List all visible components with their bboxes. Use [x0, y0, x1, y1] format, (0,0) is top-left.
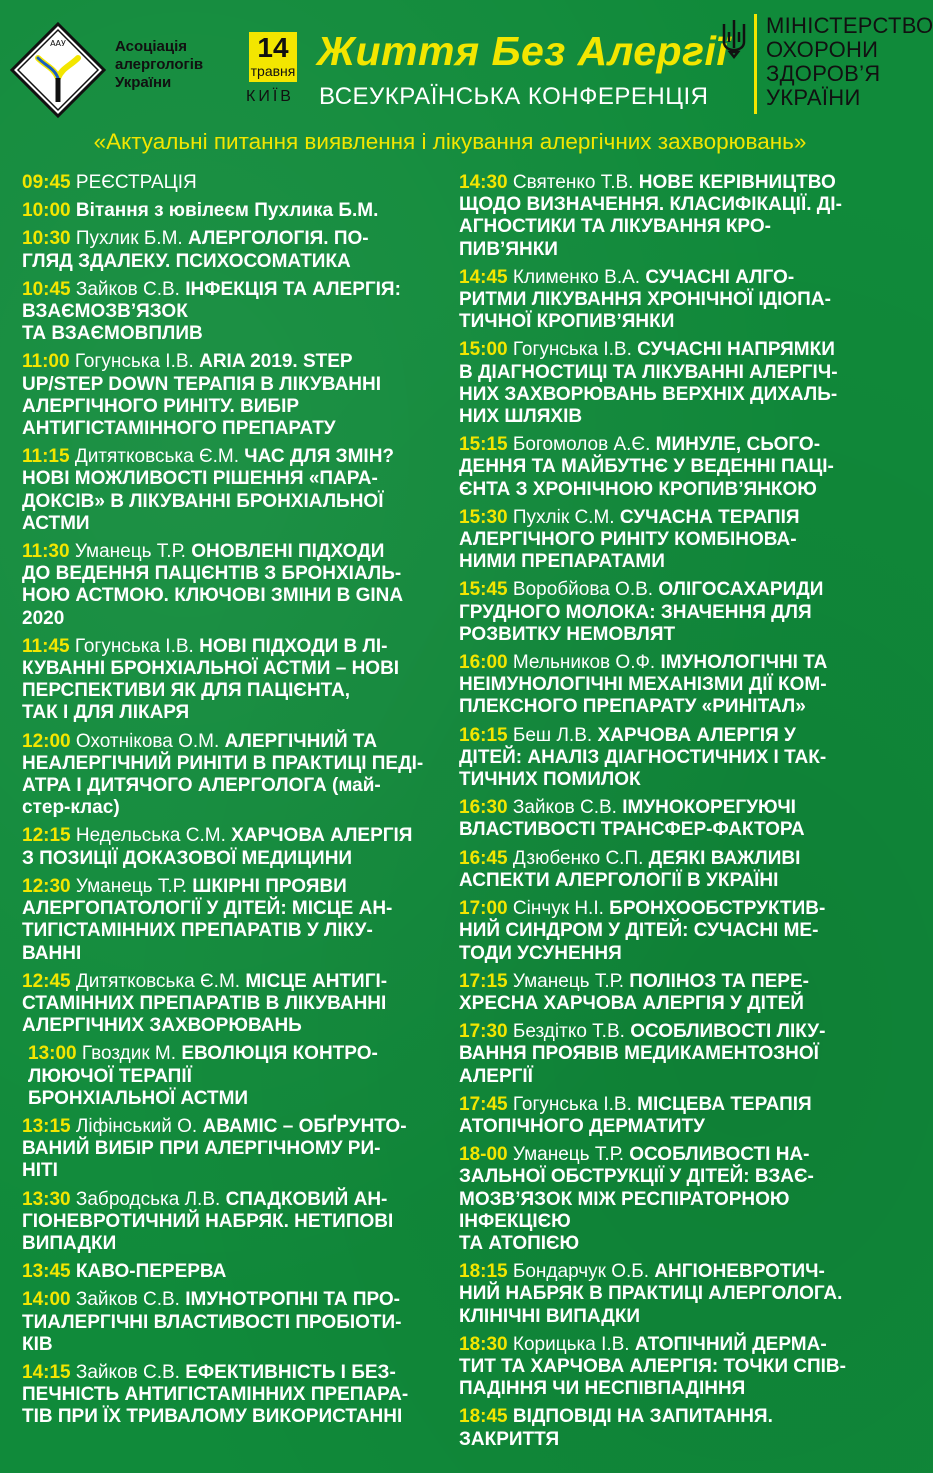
date-day: 14	[257, 32, 289, 63]
program-time: 12:15	[22, 825, 71, 847]
program-item	[459, 267, 889, 334]
program-title-line: АЛЕРГІЧНИЙ ТА	[224, 730, 378, 752]
program-title-line: НИХ ЗАХВОРЮВАНЬ ВЕРХНІХ ДИХАЛЬ-	[459, 383, 838, 405]
program-title-line: СПАДКОВИЙ АН-	[225, 1188, 388, 1210]
program-time: 15:15	[459, 434, 508, 456]
program-title-line: РИТМИ ЛІКУВАННЯ ХРОНІЧНОЇ ІДІОПА-	[459, 289, 831, 311]
program-speaker: Воробйова О.В.	[512, 579, 654, 601]
program-speaker: Богомолов А.Є.	[512, 434, 651, 456]
program-time: 14:45	[459, 266, 508, 288]
program-title-line: АЛЕРГІЧНИХ ЗАХВОРЮВАНЬ	[22, 1015, 302, 1037]
program-title-line: ОСОБЛИВОСТІ НА-	[629, 1144, 810, 1166]
program-item	[459, 1094, 889, 1138]
program-title-line: ШКІРНІ ПРОЯВИ	[192, 875, 347, 897]
program-title-line: НІТІ	[22, 1160, 58, 1182]
program-title-line: UP/STEP DOWN ТЕРАПІЯ В ЛІКУВАННІ	[22, 373, 382, 395]
program-item	[459, 172, 889, 261]
program-speaker: Пухлик Б.М.	[75, 228, 183, 250]
program-title-line: ЗАКРИТТЯ	[459, 1428, 560, 1450]
program-time: 11:00	[22, 351, 70, 373]
program-title-line: ХАРЧОВА АЛЕРГІЯ	[231, 825, 413, 847]
program-item	[22, 1043, 442, 1110]
program-item	[22, 876, 442, 965]
ministry-name: МІНІСТЕРСТВО ОХОРОНИ ЗДОРОВ’Я УКРАЇНИ	[766, 13, 933, 110]
program-item	[22, 1289, 442, 1356]
program-item	[22, 279, 442, 346]
program-time: 17:15	[459, 970, 508, 992]
program-title-line: НЕАЛЕРГІЧНИЙ РИНІТИ В ПРАКТИЦІ ПЕДІ-	[22, 752, 424, 774]
program-title-line: ІМУНОЛОГІЧНІ ТА	[660, 652, 828, 674]
program-speaker: Уманець Т.Р.	[512, 970, 624, 992]
program-title-line: ВАНИЙ ВИБІР ПРИ АЛЕРГІЧНОМУ РИ-	[22, 1138, 381, 1160]
program-title-line: БРОНХІАЛЬНОЇ АСТМИ	[28, 1087, 249, 1109]
program-title-line: АГНОСТИКИ ТА ЛІКУВАННЯ КРО-	[459, 216, 771, 238]
program-title-line: АЛЕРГІЧНОГО РИНІТУ КОМБІНОВА-	[459, 529, 797, 551]
program-title-line: ДЕЯКІ ВАЖЛИВІ	[648, 847, 801, 869]
program-title-line: ПИВ’ЯНКИ	[459, 238, 558, 260]
program-time: 10:00	[22, 200, 71, 222]
program-item	[22, 541, 442, 630]
program-title-line: ВАННЯ ПРОЯВІВ МЕДИКАМЕНТОЗНОЇ	[459, 1043, 819, 1065]
program-title-line: ЕФЕКТИВНІСТЬ І БЕЗ-	[185, 1361, 396, 1383]
program-title-line: ТА АТОПІЄЮ	[459, 1232, 580, 1254]
program-item	[22, 636, 442, 725]
program-title-line: ОЛІГОСАХАРИДИ	[658, 579, 824, 601]
program-item	[22, 228, 442, 272]
program-title-line: НОВІ ПІДХОДИ В ЛІ-	[199, 635, 388, 657]
program-item	[459, 898, 889, 965]
program-item	[22, 200, 442, 222]
program-title-line: НИМИ ПРЕПАРАТАМИ	[459, 551, 665, 573]
association-name: Асоціація алергологів України	[115, 38, 204, 91]
program-title-line: НИЙ СИНДРОМ У ДІТЕЙ: СУЧАСНІ МЕ-	[459, 920, 819, 942]
program-speaker: Гогунська І.В.	[74, 635, 194, 657]
program-time: 18-00	[459, 1144, 508, 1166]
program-speaker: Дзюбенко С.П.	[512, 847, 644, 869]
program-item	[22, 1116, 442, 1183]
program-item	[459, 971, 889, 1015]
program-item	[459, 848, 889, 892]
program-title-line: Вітання з ювілеєм Пухлика Б.М.	[75, 200, 379, 222]
program-time: 12:00	[22, 730, 71, 752]
program-time: 17:30	[459, 1021, 508, 1043]
program-title-line: ТИАЛЕРГІЧНІ ВЛАСТИВОСТІ ПРОБІОТИ-	[22, 1311, 402, 1333]
program-speaker: Зайков С.В.	[75, 278, 180, 300]
program-title-line: АЛЕРГОЛОГІЯ. ПО-	[187, 228, 369, 250]
program-title-line: АЛЕРГІЇ	[459, 1065, 533, 1087]
program-item	[22, 1189, 442, 1256]
program-speaker: Ліфінський О.	[75, 1115, 198, 1137]
svg-text:ААУ: ААУ	[50, 39, 66, 48]
program-title-line: СУЧАСНА ТЕРАПІЯ	[619, 506, 800, 528]
program-item	[459, 652, 889, 719]
program-title-line: ІНФЕКЦІЯ ТА АЛЕРГІЯ:	[185, 278, 401, 300]
program-speaker: Гогунська І.В.	[512, 339, 632, 361]
program-title-line: ІМУНОТРОПНІ ТА ПРО-	[185, 1289, 401, 1311]
program-speaker: Корицька І.В.	[512, 1333, 630, 1355]
program-title-line: стер-клас)	[22, 797, 120, 819]
program-title-line: ГРУДНОГО МОЛОКА: ЗНАЧЕННЯ ДЛЯ	[459, 601, 812, 623]
program-title-line: НИХ ШЛЯХІВ	[459, 406, 583, 428]
program-title-line: ЩОДО ВИЗНАЧЕННЯ. КЛАСИФІКАЦІЇ. ДІ-	[459, 194, 842, 216]
program-title-line: ДОКСІВ» В ЛІКУВАННІ БРОНХІАЛЬНОЇ	[22, 490, 384, 512]
program-title-line: ЛЮЮЧОЇ ТЕРАПІЇ	[28, 1065, 192, 1087]
program-title-line: ARIA 2019. STEP	[199, 351, 353, 373]
program-title-line: АТОПІЧНИЙ ДЕРМА-	[634, 1333, 827, 1355]
program-speaker: Беш Л.В.	[512, 724, 593, 746]
program-item	[22, 351, 442, 440]
program-speaker: РЕЄСТРАЦІЯ	[75, 172, 197, 193]
program-title-line: СУЧАСНІ НАПРЯМКИ	[637, 339, 835, 361]
program-title-line: ХРЕСНА ХАРЧОВА АЛЕРГІЯ У ДІТЕЙ	[459, 992, 804, 1014]
program-title-line: АСПЕКТИ АЛЕРГОЛОГІЇ В УКРАЇНІ	[459, 869, 779, 891]
program-time: 12:45	[22, 970, 71, 992]
program-time: 16:00	[459, 652, 508, 674]
program-title-line: ГІОНЕВРОТИЧНИЙ НАБРЯК. НЕТИПОВІ	[22, 1210, 394, 1232]
program-time: 15:45	[459, 579, 508, 601]
program-title-line: ОСОБЛИВОСТІ ЛІКУ-	[630, 1021, 826, 1043]
program-title-line: АТРА І ДИТЯЧОГО АЛЕРГОЛОГА (май-	[22, 775, 381, 797]
program-title-line: НОВІ МОЖЛИВОСТІ РІШЕННЯ «ПАРА-	[22, 468, 378, 490]
program-speaker: Уманець Т.Р.	[75, 875, 187, 897]
program-title-line: АЛЕРГІЧНОГО РИНІТУ. ВИБІР	[22, 395, 300, 417]
program-item	[459, 434, 889, 501]
program-speaker: Уманець Т.Р.	[512, 1144, 624, 1166]
program-title-line: В ДІАГНОСТИЦІ ТА ЛІКУВАННІ АЛЕРГІЧ-	[459, 361, 838, 383]
program-title-line: ТІВ ПРИ ЇХ ТРИВАЛОМУ ВИКОРИСТАННІ	[22, 1406, 403, 1428]
program-speaker: Забродська Л.В.	[75, 1188, 221, 1210]
program-speaker: Пухлік С.М.	[512, 506, 615, 528]
program-title-line: ДО ВЕДЕННЯ ПАЦІЄНТІВ З БРОНХІАЛЬ-	[22, 563, 402, 585]
conference-theme: «Актуальні питання виявлення і лікування алергічних захворювань»	[93, 129, 807, 154]
program-item	[22, 971, 442, 1038]
program-title-line: ВИПАДКИ	[22, 1232, 117, 1254]
program-left-column	[22, 172, 442, 1435]
program-title-line: ПОЛІНОЗ ТА ПЕРЕ-	[629, 970, 809, 992]
program-item	[459, 725, 889, 792]
program-title-line: ІМУНОКОРЕГУЮЧІ	[622, 797, 796, 819]
program-time: 17:00	[459, 898, 508, 920]
program-time: 18:15	[459, 1261, 508, 1283]
program-speaker: Недельська С.М.	[75, 825, 226, 847]
program-item	[22, 1261, 442, 1283]
program-speaker: Зайков С.В.	[512, 797, 617, 819]
program-speaker: Клименко В.А.	[512, 266, 641, 288]
program-title-line: КЛІНІЧНІ ВИПАДКИ	[459, 1305, 641, 1327]
trident-icon	[720, 18, 748, 58]
program-title-line: ТИЧНИХ ПОМИЛОК	[459, 769, 641, 791]
program-time: 15:30	[459, 506, 508, 528]
program-item	[459, 507, 889, 574]
program-time: 13:00	[28, 1043, 77, 1065]
program-item	[459, 1144, 889, 1255]
program-speaker: Бондарчук О.Б.	[512, 1261, 650, 1283]
program-speaker: Уманець Т.Р.	[74, 541, 186, 563]
program-title-line: ЕВОЛЮЦІЯ КОНТРО-	[181, 1043, 378, 1065]
program-time: 13:45	[22, 1261, 71, 1283]
program-title-line: ДІТЕЙ: АНАЛІЗ ДІАГНОСТИЧНИХ І ТАК-	[459, 746, 827, 768]
program-speaker: Сінчук Н.І.	[512, 898, 604, 920]
conference-title: Життя Без Алергії	[317, 28, 729, 74]
program-time: 15:00	[459, 339, 508, 361]
program-title-line: МОЗВ’ЯЗОК МІЖ РЕСПІРАТОРНОЮ	[459, 1188, 790, 1210]
program-title-line: ПЕЧНІСТЬ АНТИГІСТАМІННИХ ПРЕПАРА-	[22, 1384, 409, 1406]
divider	[754, 14, 757, 114]
program-title-line: ЗАЛЬНОЇ ОБСТРУКЦІЇ У ДІТЕЙ: ВЗАЄ-	[459, 1166, 814, 1188]
program-time: 11:30	[22, 541, 70, 563]
program-time: 17:45	[459, 1093, 508, 1115]
program-time: 18:45	[459, 1406, 508, 1428]
program-title-line: НОЮ АСТМОЮ. КЛЮЧОВІ ЗМІНИ В GINA	[22, 585, 404, 607]
program-speaker: Гогунська І.В.	[512, 1093, 632, 1115]
program-title-line: ЄНТА З ХРОНІЧНОЮ КРОПИВ’ЯНКОЮ	[459, 478, 817, 500]
city: КИЇВ	[246, 88, 294, 105]
program-title-line: КАВО-ПЕРЕРВА	[75, 1261, 227, 1283]
association-logo-icon	[10, 22, 106, 118]
program-time: 09:45	[22, 172, 71, 193]
program-title-line: МІСЦЕВА ТЕРАПІЯ	[637, 1093, 812, 1115]
program-title-line: МИНУЛЕ, СЬОГО-	[655, 434, 821, 456]
program-title-line: НОВЕ КЕРІВНИЦТВО	[638, 172, 836, 193]
program-time: 11:15	[22, 446, 70, 468]
program-title-line: ВІДПОВІДІ НА ЗАПИТАННЯ.	[512, 1406, 773, 1428]
program-time: 10:45	[22, 278, 71, 300]
program-item	[459, 339, 889, 428]
program-time: 14:00	[22, 1289, 71, 1311]
program-speaker: Дитятковська Є.М.	[74, 446, 239, 468]
program-right-column	[459, 172, 889, 1457]
program-title-line: ХАРЧОВА АЛЕРГІЯ У	[597, 724, 796, 746]
program-item	[459, 1021, 889, 1088]
program-title-line: ВЗАЄМОЗВ’ЯЗОК	[22, 301, 188, 323]
program-title-line: ТОДИ УСУНЕННЯ	[459, 942, 622, 964]
program-time: 14:15	[22, 1361, 71, 1383]
program-title-line: ТИЧНОЇ КРОПИВ’ЯНКИ	[459, 311, 675, 333]
program-title-line: БРОНХООБСТРУКТИВ-	[609, 898, 826, 920]
program-title-line: АЛЕРГОПАТОЛОГІЇ У ДІТЕЙ: МІСЦЕ АН-	[22, 898, 393, 920]
program-title-line: АСТМИ	[22, 512, 90, 534]
program-title-line: АВАМІС – ОБҐРУНТО-	[202, 1115, 407, 1137]
header	[0, 0, 933, 125]
program-speaker: Охотнікова О.М.	[75, 730, 220, 752]
program-item	[22, 446, 442, 535]
program-time: 13:30	[22, 1188, 71, 1210]
program-time: 11:45	[22, 635, 70, 657]
program-title-line: НИЙ НАБРЯК В ПРАКТИЦІ АЛЕРГОЛОГА.	[459, 1283, 843, 1305]
program-item	[22, 1362, 442, 1429]
program-title-line: 2020	[22, 607, 65, 629]
program-title-line: ІНФЕКЦІЄЮ	[459, 1210, 571, 1232]
program-time: 16:30	[459, 797, 508, 819]
program-title-line: АНТИГІСТАМІННОГО ПРЕПАРАТУ	[22, 418, 336, 440]
program-speaker: Гвоздик М.	[81, 1043, 177, 1065]
program-title-line: ЧАС ДЛЯ ЗМІН?	[244, 446, 395, 468]
program-title-line: ПЛЕКСНОГО ПРЕПАРАТУ «РИНІТАЛ»	[459, 696, 806, 718]
program-title-line: СУЧАСНІ АЛГО-	[645, 266, 795, 288]
program-title-line: ГЛЯД ЗДАЛЕКУ. ПСИХОСОМАТИКА	[22, 250, 351, 272]
program-title-line: ТА ВЗАЄМОВПЛИВ	[22, 323, 203, 345]
program-title-line: ВЛАСТИВОСТІ ТРАНСФЕР-ФАКТОРА	[459, 819, 805, 841]
program-speaker: Гогунська І.В.	[74, 351, 194, 373]
program-title-line: З ПОЗИЦІЇ ДОКАЗОВОЇ МЕДИЦИНИ	[22, 847, 353, 869]
program-time: 13:15	[22, 1115, 71, 1137]
program-item	[22, 731, 442, 820]
program-title-line: КУВАННІ БРОНХІАЛЬНОЇ АСТМИ – НОВІ	[22, 658, 400, 680]
program-title-line: ТАК І ДЛЯ ЛІКАРЯ	[22, 702, 190, 724]
program-item	[22, 172, 442, 194]
program-title-line: АНГІОНЕВРОТИЧ-	[654, 1261, 825, 1283]
program-time: 14:30	[459, 172, 508, 193]
program-title-line: СТАМІННИХ ПРЕПАРАТІВ В ЛІКУВАННІ	[22, 992, 387, 1014]
program-speaker: Зайков С.В.	[75, 1361, 180, 1383]
program-item	[459, 1261, 889, 1328]
program-time: 18:30	[459, 1333, 508, 1355]
program-speaker: Бездітко Т.В.	[512, 1021, 625, 1043]
date-badge	[249, 32, 297, 82]
program-title-line: ПАДІННЯ ЧИ НЕСПІВПАДІННЯ	[459, 1378, 746, 1400]
program-title-line: КІВ	[22, 1333, 53, 1355]
program-title-line: ТИГІСТАМІННИХ ПРЕПАРАТІВ У ЛІКУ-	[22, 920, 373, 942]
program-speaker: Мельников О.Ф.	[512, 652, 656, 674]
conference-subtitle: ВСЕУКРАЇНСЬКА КОНФЕРЕНЦІЯ	[319, 83, 709, 110]
program-title-line: ОНОВЛЕНІ ПІДХОДИ	[191, 541, 385, 563]
program-title-line: АТОПІЧНОГО ДЕРМАТИТУ	[459, 1115, 705, 1137]
program-speaker: Зайков С.В.	[75, 1289, 180, 1311]
program-time: 16:45	[459, 847, 508, 869]
program-title-line: МІСЦЕ АНТИГІ-	[245, 970, 388, 992]
program-item	[459, 579, 889, 646]
program-item	[22, 825, 442, 869]
program-speaker: Святенко Т.В.	[512, 172, 634, 193]
program-title-line: ТИТ ТА ХАРЧОВА АЛЕРГІЯ: ТОЧКИ СПІВ-	[459, 1355, 846, 1377]
program-time: 12:30	[22, 875, 71, 897]
program-time: 10:30	[22, 228, 71, 250]
program-speaker: Дитятковська Є.М.	[75, 970, 241, 992]
program-title-line: ДЕННЯ ТА МАЙБУТНЄ У ВЕДЕННІ ПАЦІ-	[459, 456, 834, 478]
program-item	[459, 1334, 889, 1401]
date-month: травня	[250, 63, 296, 79]
program-title-line: ВАННІ	[22, 942, 82, 964]
program-title-line: РОЗВИТКУ НЕМОВЛЯТ	[459, 623, 676, 645]
program-item	[459, 797, 889, 841]
program-time: 16:15	[459, 724, 508, 746]
program-title-line: НЕІМУНОЛОГІЧНІ МЕХАНІЗМИ ДІЇ КОМ-	[459, 674, 827, 696]
program-title-line: ПЕРСПЕКТИВИ ЯК ДЛЯ ПАЦІЄНТА,	[22, 680, 351, 702]
program-item	[459, 1406, 889, 1450]
